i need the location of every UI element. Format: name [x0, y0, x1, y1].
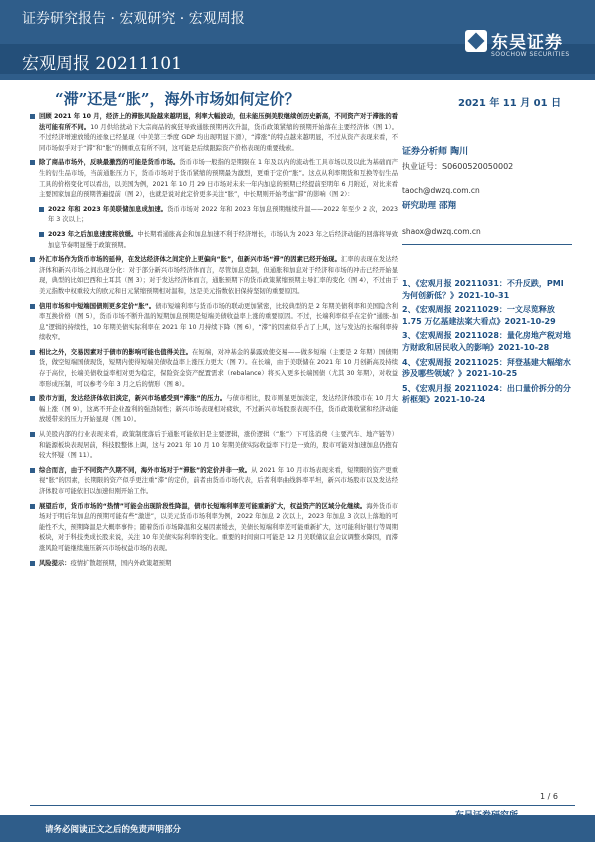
- assistant-email[interactable]: shaox@dwzq.com.cn: [402, 227, 481, 236]
- paragraph-highlight: 外汇市场作为货币市场的延伸，在发达经济体之间定价上更偏向“胀”，但新兴市场“滞”的因素已经开始现。: [39, 256, 341, 264]
- page-number: 1 / 6: [540, 792, 558, 801]
- paragraph-text: 10 月供给扰动下大宗商品的疯狂导致通胀预期再次升温，货币政策紧缩的预期开始落在主要经济体（图 1）。不过经济增速放缓的迹象已经显现（中美第三季度 GDP 均出现明显下滑），“滞涨”的特点越来越明显，不过从资产表现来看，不同市场似乎对于“滞”和“胀”的侧重点有所不同，这可能是后续跟踪资产价格表现的重要线索。: [39, 123, 399, 152]
- assistant-name: 邵翔: [438, 201, 456, 211]
- paragraph: [30, 466, 398, 498]
- related-report-link[interactable]: 5、《宏观月报 20211024：出口量价拆分的分析框架》2021-10-24: [402, 383, 571, 405]
- paragraph: [30, 430, 398, 462]
- paragraph: [30, 205, 398, 226]
- paragraph-text: 债市短端利率与货币市场的联动更加紧密，比较典型的是 2 年期美债利率和美国隐含利率互换价格（图 5），货币市场不断升温的短期加息预期是短端美债收益率上涨的重要原因。不过，长端利率似乎在定价“通胀-加息”逻辑的持续性，10 年期美债实际利率在 2021 年 10 月持续下降（图 6），“滞”的因素似乎占了上风，这与发达的长端利率持续收窄。: [39, 302, 398, 342]
- paragraph-highlight: 回顾 2021 年 10 月，经济上的滞胀风险越来越明显，利率大幅波动，但未能压倒美股继续创历史新高，不同资产对于滞胀的看法可能有所不同。: [39, 113, 398, 131]
- bullet-icon: [30, 504, 35, 509]
- paragraph-text: 货币市场对 2022 年和 2023 年加息预期继续升温——2022 年至少 2 次，2023 年 3 次以上；: [48, 205, 398, 224]
- paragraph: [30, 348, 398, 390]
- paragraph-highlight: 信用市场和中短端国债则更多定价“胀”。: [39, 302, 156, 310]
- report-date: 2021 年 11 月 01 日: [458, 98, 562, 109]
- logo-icon: [465, 30, 487, 52]
- company-logo: [465, 28, 583, 68]
- research-assistant: [402, 199, 572, 211]
- paragraph-text: 汇率的表现在发达经济体和新兴市场之间出现分化：对于部分新兴市场经济体而言，尽管加息克制，但通胀和加息对于经济和市场的冲击已经开始显现，典型的比如巴西和土耳其（图 3）；对于发达经济体而言，通胀预期下的货币政策紧缩预期主导汇率的变化（图 4），不过由于美元指数中权重较大的欧元和日元紧缩预期相对温和，这是美元指数依旧保持坚韧的重要原因。: [39, 256, 398, 295]
- paragraph: [30, 158, 398, 200]
- bullet-icon: [30, 114, 35, 119]
- paragraph: [30, 394, 398, 426]
- related-report-link[interactable]: 1、《宏观月报 20211031：不升反跌，PMI 为何创新低？》2021-10-31: [402, 279, 564, 300]
- assistant-role: 研究助理: [402, 201, 437, 211]
- paragraph-text: 从 2021 年 10 月市场表现来看，短期限的资产更重视“胀”的因素，长期限的资产似乎更注重“滞”的定价，前者由货币市场代表，后者利率曲线斜率平坦，新兴市场股市以及发达经济体股市可能依旧以加速但刚开始工作。: [39, 466, 399, 495]
- paragraph-text: 中长期看通胀高企和加息加速不利于经济增长，市场认为 2023 年之后经济动能的回落将导致加息节奏明显慢于政策预期。: [48, 230, 399, 249]
- related-report-link[interactable]: 2、《宏观周报 20211029：一文尽览释放 1.75 万亿基建法案大看点》2021-10-29: [402, 305, 556, 326]
- paragraph: [30, 230, 398, 251]
- paragraph: [30, 302, 398, 344]
- footer-divider: [30, 805, 575, 806]
- bullet-icon: [39, 207, 44, 212]
- disclaimer: 请务必阅读正文之后的免责声明部分: [45, 825, 182, 835]
- paragraph-highlight: 2023 年之后加息速度将放缓。: [48, 230, 138, 238]
- paragraph-text: 在短端，对冲基金的暴露致使交易——做多短端（主要是 2 年期）国债期货，做空短端国债现货，短期内使得短端美债收益率上涨压力更大（图 7）。在长端，由于美联储在 2021 年 10 月创新高及持续存于高位，长端美债收益率相对更为稳定，保险资金资产配置需求（rebalance）将买入更多长端国债（尤其 30 年期），对收益率形成压制，可以参考今年 3 月之后的情形（图 8）。: [39, 348, 399, 388]
- analyst: [402, 144, 572, 157]
- bullet-icon: [30, 468, 35, 473]
- bullet-icon: [39, 232, 44, 237]
- bullet-icon: [30, 432, 35, 437]
- report-body: [30, 112, 398, 573]
- paragraph: [30, 559, 398, 570]
- related-report-link[interactable]: 3、《宏观周报 20211028：量化房地产税对地方财政和居民收入的影响》2021-10-28: [402, 331, 571, 352]
- paragraph-highlight: 风险提示：: [39, 559, 71, 567]
- logo-text-cn: 东吴证券: [491, 33, 563, 53]
- related-report-link[interactable]: 4、《宏观周报 20211025：拜登基建大幅缩水涉及哪些领域？》2021-10-25: [402, 357, 571, 379]
- bullet-icon: [30, 396, 35, 401]
- certificate-number: 执业证号：S0600520050002: [402, 162, 514, 171]
- paragraph-highlight: 综合而言，由于不同资产久期不同，海外市场对于“滞胀”的定价并非一致。: [39, 466, 252, 474]
- related-reports: [402, 278, 572, 406]
- logo-text-en: SOOCHOW SECURITIES: [491, 51, 570, 58]
- bullet-icon: [30, 304, 35, 309]
- paragraph: [30, 502, 398, 555]
- paragraph-highlight: 股市方面，发达经济体依旧淡定，新兴市场感受到“滞胀”的压力。: [39, 395, 227, 403]
- paragraph-highlight: 2022 年和 2023 年美联储加息成加速。: [48, 205, 168, 213]
- paragraph: [30, 112, 398, 154]
- paragraph-highlight: 展望后市，货币市场的“热情”可能会出现阶段性降温，债市长短端利率差可能重新扩大，权益资产的区域分化继续。: [39, 502, 367, 510]
- analyst-email[interactable]: taoch@dwzq.com.cn: [402, 186, 480, 195]
- paragraph-highlight: 除了商品市场外，反映最激烈的可能是货币市场。: [39, 159, 180, 167]
- sidebar-divider: [402, 244, 572, 245]
- report-type-title: 宏观周报 20211101: [22, 54, 182, 74]
- analyst-role: 证券分析师: [402, 147, 448, 157]
- paragraph: [30, 255, 398, 297]
- bullet-icon: [30, 350, 35, 355]
- paragraph-text: 从美股内部的行业表现来看，政策制度落后于通胀可能依旧是主要逻辑，涨价逻辑（“胀”）下可选消费（主要汽车、地产链等）和能源板块表现居前，科技股整体上调，这与 2021 年 10 月 10 年期美债实际收益率下行是一致的，股市可能对加速加息仍抱有较大怀疑（图 11）。: [39, 431, 398, 460]
- sidebar: [402, 112, 572, 409]
- paragraph-text: 疫情扩散超预期，国内外政策超预期: [70, 559, 172, 567]
- bullet-icon: [30, 561, 35, 566]
- paragraph-text: 与债市相比，股市则显更加淡定，发达经济体股市在 10 月大幅上涨（图 9），这离不开企业盈利的强劲韧性；新兴市场表现相对疲软，不过新兴市场股票表现不佳，货币政策收紧和经济动能放缓带来的压力开始显现（图 10）。: [39, 395, 398, 424]
- paragraph-text: 货币市场一般指的是期限在 1 年及以内的流动性工具市场以及以此为基础而产生的衍生品市场，当前通胀压力下，货币市场对于货币紧缩的预期最为激烈，更重于定价“胀”。这点从利率期货和互换等衍生品工具的价格变化可以看出，以美国为例，2021 年 10 月 29 日市场对未来一年内加息的预期已经提前至明年 6 月附近，对比来看主要国家加息的预期普遍提前（图 2），也就是说对此定价更多关注“胀”，中长期则开始考虑“滞”的影响（图 2）：: [39, 159, 399, 199]
- bullet-icon: [30, 160, 35, 165]
- paragraph-text: 海外货币市场对于明后年加息的预期可能有些“激进”，以美元货币市场利率为例，2022 年加息 2 次以上，2023 年加息 3 次以上落地的可能性不大，预期降温是大概率事件；随着货币市场降温和交易因素缓去，美债长短端利率差可能重新扩大，这可能利好银行等周期板块，对于科技类成长股来说，关注 10 年美债实际利率的变化。重要的时间窗口可能是 12 月美联储议息会议调整水降因，而滞涨风险可能继续施压新兴市场权益市场的表现。: [39, 502, 399, 552]
- report-series: 证券研究报告 · 宏观研究 · 宏观周报: [22, 11, 245, 27]
- bullet-icon: [30, 257, 35, 262]
- report-title: “滞”还是“胀”，海外市场如何定价？: [55, 90, 300, 108]
- analyst-name: 陶川: [450, 147, 469, 157]
- paragraph-highlight: 相比之外，交易因素对于债市的影响可能也值得关注。: [39, 348, 193, 356]
